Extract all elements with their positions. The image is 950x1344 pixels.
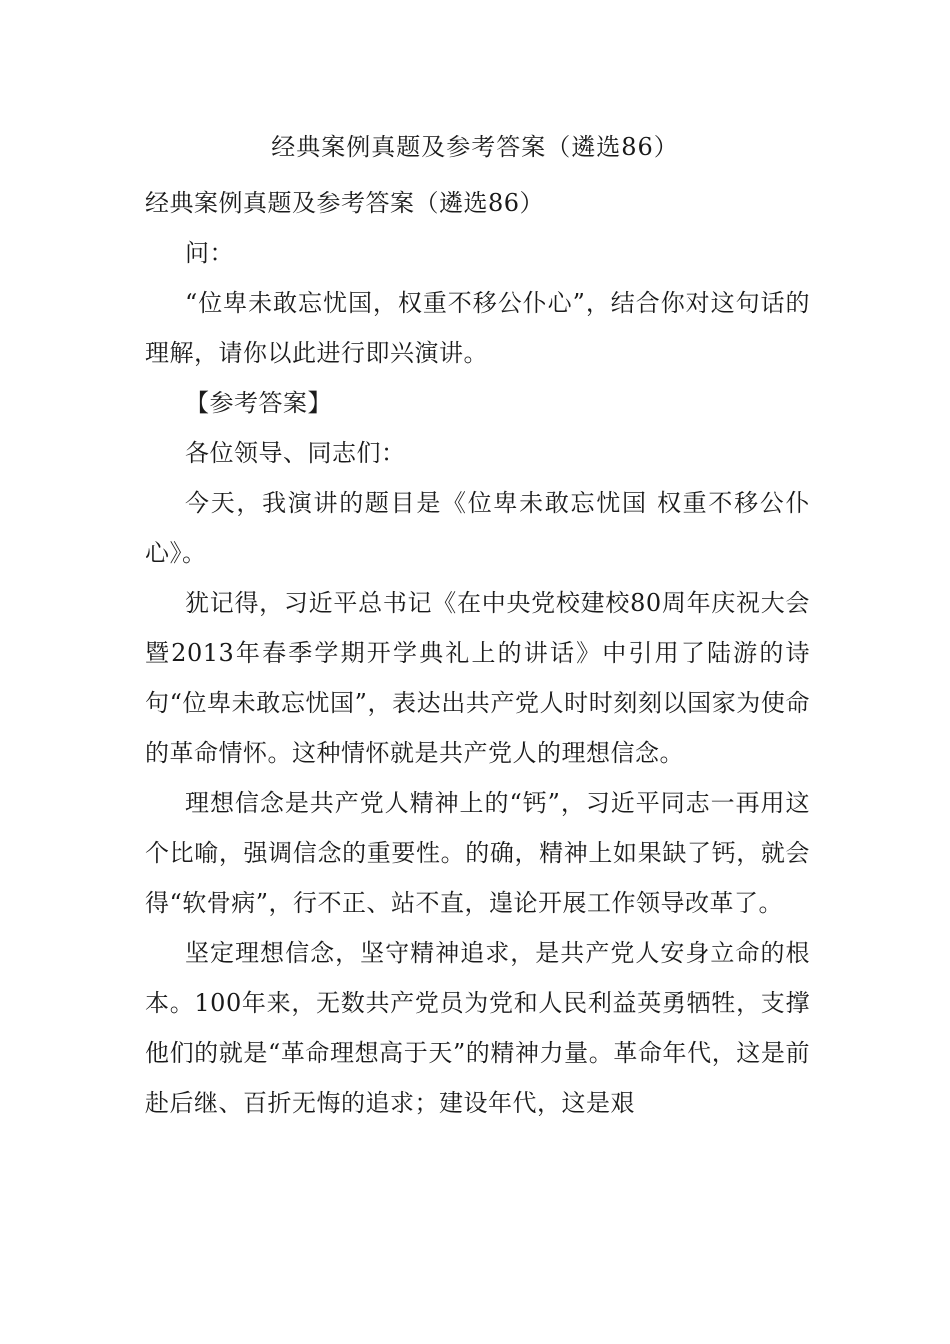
paragraph: 犹记得，习近平总书记《在中央党校建校80周年庆祝大会暨2013年春季学期开学典礼上的讲话》中引用了陆游的诗句“位卑未敢忘忧国”，表达出共产党人时时刻刻以国家为使命的革命情怀。这种情怀就是共产党人的理想信念。	[145, 589, 810, 767]
document-subtitle: 经典案例真题及参考答案（遴选86）	[145, 189, 545, 217]
answer-label: 【参考答案】	[185, 389, 332, 417]
question-label: 问：	[185, 239, 234, 267]
paragraph: 今天，我演讲的题目是《位卑未敢忘忧国 权重不移公仆心》。	[145, 489, 810, 567]
salutation: 各位领导、同志们：	[185, 439, 406, 467]
paragraph: 坚定理想信念，坚守精神追求，是共产党人安身立命的根本。100年来，无数共产党员为党和人民利益英勇牺牲，支撑他们的就是“革命理想高于天”的精神力量。革命年代，这是前赴后继、百折无悔的追求；建设年代，这是艰	[145, 939, 810, 1117]
document-body	[145, 178, 810, 1128]
question-text: “位卑未敢忘忧国，权重不移公仆心”，结合你对这句话的理解，请你以此进行即兴演讲。	[145, 289, 810, 367]
document-title: 经典案例真题及参考答案（遴选86）	[271, 133, 679, 161]
paragraph: 理想信念是共产党人精神上的“钙”，习近平同志一再用这个比喻，强调信念的重要性。的确，精神上如果缺了钙，就会得“软骨病”，行不正、站不直，遑论开展工作领导改革了。	[145, 789, 810, 917]
